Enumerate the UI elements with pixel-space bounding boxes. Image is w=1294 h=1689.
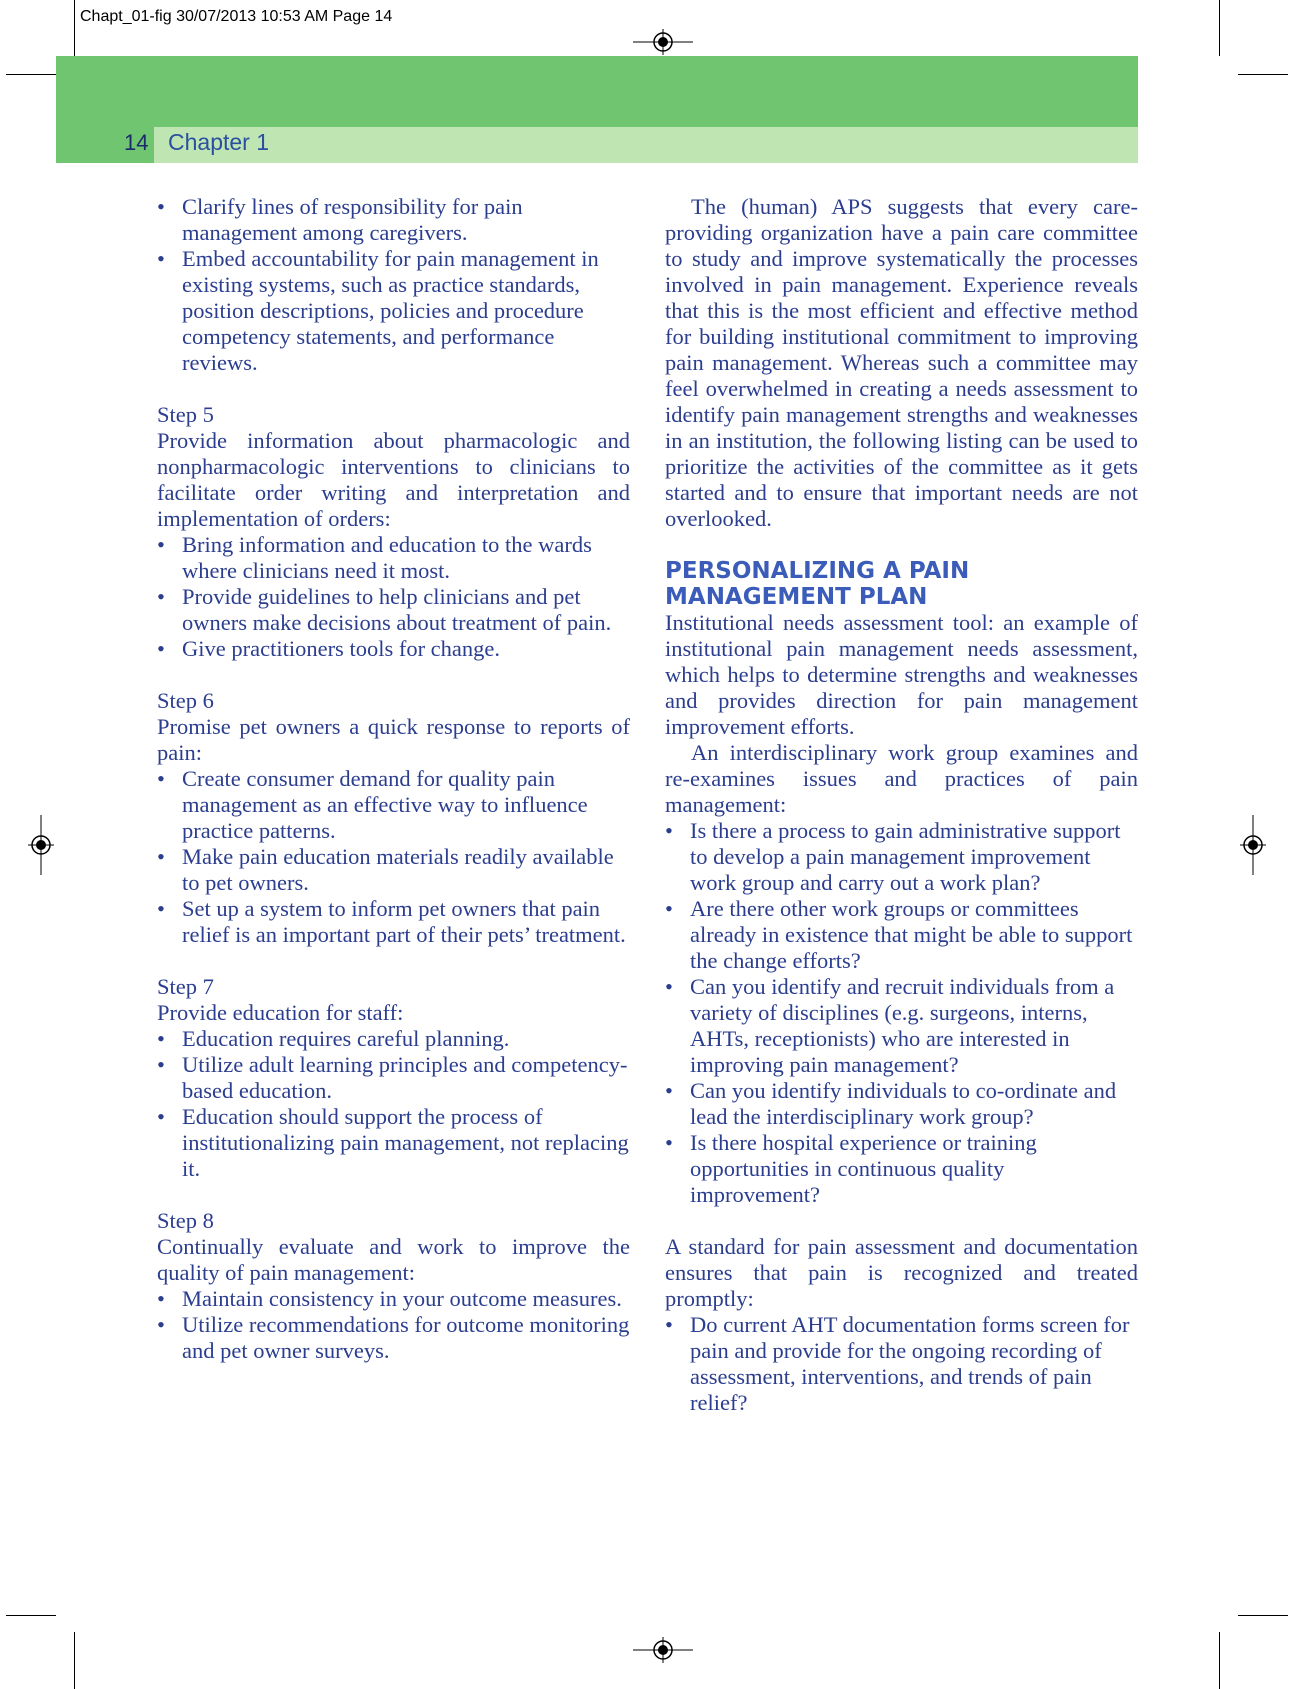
- list-item: • Is there hospital experience or training opportunities in continuous quality improvement?: [665, 1130, 1138, 1208]
- list-item: • Education requires careful planning.: [157, 1026, 630, 1052]
- list-item: • Provide guidelines to help clinicians and pet owners make decisions about treatment of pain.: [157, 584, 630, 636]
- crop-mark: [6, 74, 56, 75]
- work-group-bullet-list: [665, 818, 1138, 1208]
- standard-bullet-list: [665, 1312, 1138, 1416]
- crop-mark: [74, 0, 75, 56]
- registration-mark-icon: [633, 29, 693, 55]
- list-item: • Maintain consistency in your outcome measures.: [157, 1286, 630, 1312]
- list-item: • Are there other work groups or committees already in existence that might be able to support the change efforts?: [665, 896, 1138, 974]
- section-heading: [665, 558, 1138, 610]
- list-item: • Can you identify individuals to co-ordinate and lead the interdisciplinary work group?: [665, 1078, 1138, 1130]
- step-6-text: Promise pet owners a quick response to reports of pain:: [157, 714, 630, 765]
- page-number: 14: [124, 130, 149, 155]
- needs-assessment-paragraph: Institutional needs assessment tool: an example of institutional pain management needs assessment, which helps to determine strengths and weaknesses and provides direction for pain management improvement efforts.: [665, 610, 1138, 739]
- crop-mark: [1219, 1632, 1220, 1689]
- aps-paragraph: The (human) APS suggests that every care-providing organization have a pain care committee to study and improve systematically the processes involved in pain management. Experience reveals that this is the most efficient and effective method for building institutional commitment to improving pain management. Whereas such a committee may feel overwhelmed in creating a needs assessment to identify pain management strengths and weaknesses in an institution, the following listing can be used to prioritize the activities of the committee as it gets started and to ensure that important needs are not overlooked.: [665, 194, 1138, 531]
- list-item: • Embed accountability for pain management in existing systems, such as practice standards, position descriptions, policies and procedure competency statements, and performance reviews.: [157, 246, 630, 376]
- crop-mark: [1238, 1615, 1288, 1616]
- list-item: • Utilize adult learning principles and competency-based education.: [157, 1052, 630, 1104]
- list-item: • Education should support the process of institutionalizing pain management, not replacing it.: [157, 1104, 630, 1182]
- crop-mark: [1219, 0, 1220, 56]
- step-7-title: Step 7: [157, 974, 214, 999]
- registration-mark-icon: [633, 1637, 693, 1663]
- registration-mark-icon: [1240, 815, 1266, 875]
- chapter-label: Chapter 1: [168, 129, 270, 155]
- step-7-text: Provide education for staff:: [157, 1000, 404, 1025]
- step-8-title: Step 8: [157, 1208, 214, 1233]
- crop-mark: [74, 1632, 75, 1689]
- step-5-bullet-list: [157, 532, 630, 662]
- step-6-bullet-list: [157, 766, 630, 948]
- step-7-bullet-list: [157, 1026, 630, 1182]
- list-item: • Clarify lines of responsibility for pain management among caregivers.: [157, 194, 630, 246]
- list-item: • Can you identify and recruit individuals from a variety of disciplines (e.g. surgeons, interns, AHTs, receptionists) who are interested in improving pain management?: [665, 974, 1138, 1078]
- step-6-title: Step 6: [157, 688, 214, 713]
- work-group-paragraph: An interdisciplinary work group examines and re-examines issues and practices of pain management:: [665, 740, 1138, 817]
- step-5-title: Step 5: [157, 402, 214, 427]
- list-item: • Is there a process to gain administrative support to develop a pain management improvement work group and carry out a work plan?: [665, 818, 1138, 896]
- list-item: • Make pain education materials readily available to pet owners.: [157, 844, 630, 896]
- list-item: • Give practitioners tools for change.: [157, 636, 630, 662]
- list-item: • Set up a system to inform pet owners that pain relief is an important part of their pets’ treatment.: [157, 896, 630, 948]
- standard-paragraph: A standard for pain assessment and documentation ensures that pain is recognized and treated promptly:: [665, 1234, 1138, 1311]
- list-item: • Bring information and education to the wards where clinicians need it most.: [157, 532, 630, 584]
- step-8-text: Continually evaluate and work to improve the quality of pain management:: [157, 1234, 630, 1285]
- list-item: • Utilize recommendations for outcome monitoring and pet owner surveys.: [157, 1312, 630, 1364]
- left-column: [157, 194, 630, 1364]
- list-item: • Do current AHT documentation forms screen for pain and provide for the ongoing recording of assessment, interventions, and trends of pain relief?: [665, 1312, 1138, 1416]
- crop-mark: [6, 1615, 56, 1616]
- registration-mark-icon: [28, 815, 54, 875]
- section-heading-line-2: MANAGEMENT PLAN: [665, 584, 928, 610]
- step-8-bullet-list: [157, 1286, 630, 1364]
- crop-mark: [1238, 74, 1288, 75]
- step-5-text: Provide information about pharmacologic and nonpharmacologic interventions to clinicians to facilitate order writing and interpretation and implementation of orders:: [157, 428, 630, 531]
- right-column: [665, 194, 1138, 1416]
- intro-bullet-list: [157, 194, 630, 376]
- print-slug: Chapt_01-fig 30/07/2013 10:53 AM Page 14: [80, 8, 393, 25]
- header-band: [56, 56, 1138, 127]
- section-heading-line-1: PERSONALIZING A PAIN: [665, 558, 970, 584]
- list-item: • Create consumer demand for quality pain management as an effective way to influence practice patterns.: [157, 766, 630, 844]
